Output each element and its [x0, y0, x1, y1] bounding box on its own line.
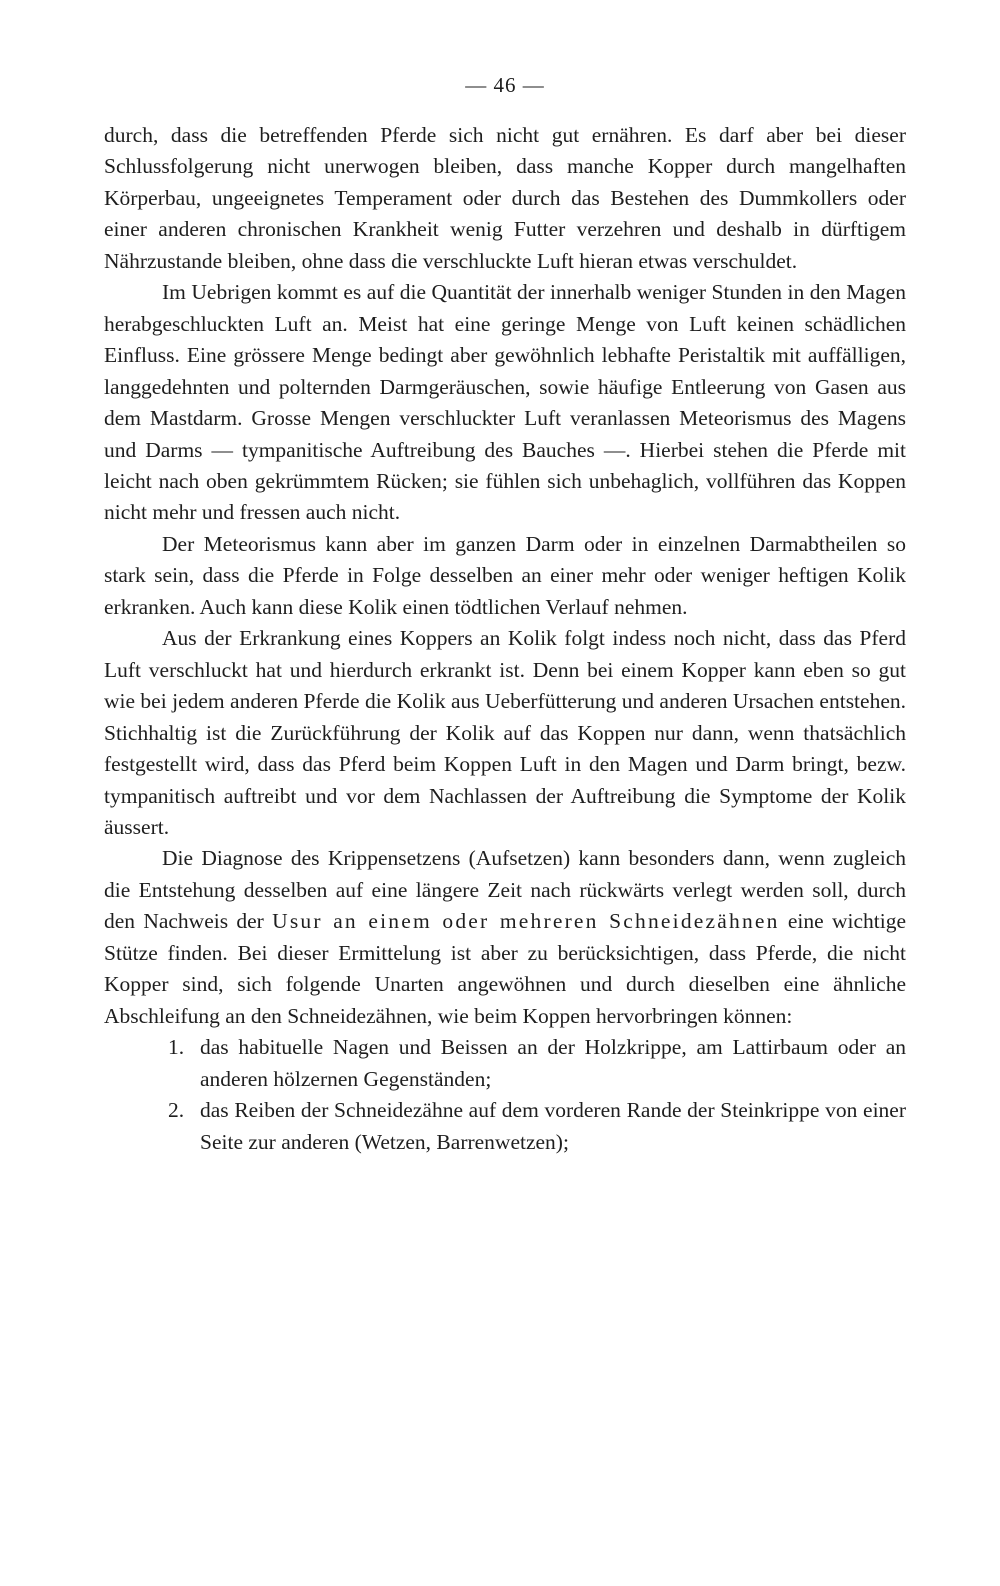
- paragraph-5-start: Die Diagnose des Krippensetzens (Aufsetzen) kann besonders dann, wenn zugleich die Entstehung desselben auf eine längere Zeit nach rückwärts verlegt werden soll, durch den Nachweis der: [104, 846, 906, 934]
- list-item-text: das habituelle Nagen und Beissen an der Holzkrippe, am Lattirbaum oder an anderen hölzernen Gegenständen;: [200, 1035, 906, 1091]
- list-item-number: 2.: [168, 1098, 185, 1123]
- numbered-list: [104, 1032, 906, 1158]
- page-number: — 46 —: [465, 73, 545, 97]
- paragraph-5: [104, 843, 906, 1032]
- spaced-emphasis: Usur an einem oder mehreren Schneidezähnen: [272, 909, 780, 934]
- list-item-number: 1.: [168, 1035, 185, 1060]
- list-item: [104, 1032, 906, 1095]
- paragraph-5-end: eine wichtige Stütze finden. Bei dieser Ermittelung ist aber zu berücksichtigen, dass Pferde, die nicht Kopper sind, sich folgende Unarten angewöhnen und durch dieselben eine ähnliche Abschleifung an den Schneidezähnen, wie beim Koppen hervorbringen können:: [104, 909, 906, 1028]
- page-body: [104, 120, 906, 1158]
- paragraph-4: Aus der Erkrankung eines Koppers an Kolik folgt indess noch nicht, dass das Pferd Luft verschluckt hat und hierdurch erkrankt ist. Denn bei einem Kopper kann eben so gut wie bei jedem anderen Pferde die Kolik aus Ueberfütterung und anderen Ursachen entstehen. Stichhaltig ist die Zurückführung der Kolik auf das Koppen nur dann, wenn thatsächlich festgestellt wird, dass das Pferd beim Koppen Luft in den Magen und Darm bringt, bezw. tympanitisch auftreibt und vor dem Nachlassen der Auftreibung die Symptome der Kolik äussert.: [104, 626, 906, 839]
- paragraph-2: Im Uebrigen kommt es auf die Quantität der innerhalb weniger Stunden in den Magen herabgeschluckten Luft an. Meist hat eine geringe Menge von Luft keinen schädlichen Einfluss. Eine grössere Menge bedingt aber gewöhnlich lebhafte Peristaltik mit auffälligen, langgedehnten und polternden Darmgeräuschen, sowie häufige Entleerung von Gasen aus dem Mastdarm. Grosse Mengen verschluckter Luft veranlassen Meteorismus des Magens und Darms — tympanitische Auftreibung des Bauches —. Hierbei stehen die Pferde mit leicht nach oben gekrümmtem Rücken; sie fühlen sich unbehaglich, vollführen das Koppen nicht mehr und fressen auch nicht.: [104, 280, 906, 525]
- paragraph-3: Der Meteorismus kann aber im ganzen Darm oder in einzelnen Darmabtheilen so stark sein, dass die Pferde in Folge desselben an einer mehr oder weniger heftigen Kolik erkranken. Auch kann diese Kolik einen tödtlichen Verlauf nehmen.: [104, 531, 906, 619]
- list-item-text: das Reiben der Schneidezähne auf dem vorderen Rande der Steinkrippe von einer Seite zur anderen (Wetzen, Barrenwetzen);: [200, 1098, 906, 1154]
- list-item: [104, 1095, 906, 1158]
- book-page: [104, 70, 906, 1158]
- paragraph-1: durch, dass die betreffenden Pferde sich nicht gut ernähren. Es darf aber bei dieser Schlussfolgerung nicht unerwogen bleiben, dass manche Kopper durch mangelhaften Körperbau, ungeeignetes Temperament oder durch das Bestehen des Dummkollers oder einer anderen chronischen Krankheit wenig Futter verzehren und deshalb in dürftigem Nährzustande bleiben, ohne dass die verschluckte Luft hieran etwas verschuldet.: [104, 123, 906, 273]
